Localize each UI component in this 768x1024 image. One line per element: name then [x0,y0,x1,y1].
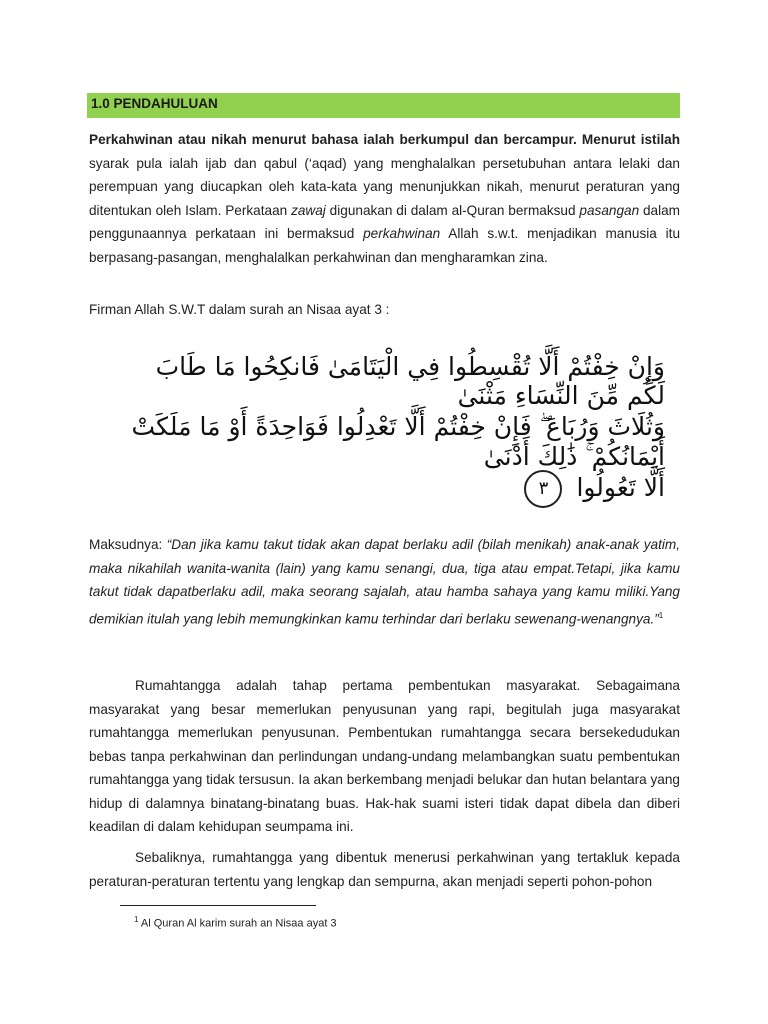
rumahtangga-paragraph: Rumahtangga adalah tahap pertama pembentukan masyarakat. Sebagaimana masyarakat yang besar memerlukan penyusunan yang rapi, begitulah juga masyarakat rumahtangga memerlukan penyusunan. Pembentukan rumahtangga secara bersekedudukan bebas tanpa perkahwinan dan perlindungan undang-undang melambangkan suatu pembentukan rumahtangga yang tidak tersusun. Ia akan berkembang menjadi belukar dan hutan belantara yang hidup di dalamnya binatang-binatang buas. Hak-hak suami isteri tidak dapat dibela dan diberi keadilan di dalam kehidupan seumpama ini. [89,678,680,834]
footnote-number: 1 [134,915,139,924]
arabic-verse-line-2: وَثُلَاثَ وَرُبَاعَ ۖ فَإِنْ خِفْتُمْ أَلَّا تَعْدِلُوا فَوَاحِدَةً أَوْ مَا مَلَكَتْ أَيْمَانُكُمْ ۚ ذَٰلِكَ أَدْنَىٰ [131,412,665,471]
sebaliknya-paragraph: Sebaliknya, rumahtangga yang dibentuk menerusi perkahwinan yang tertakluk kepada peraturan-peraturan tertentu yang lengkap dan sempurna, akan menjadi seperti pohon-pohon [89,850,680,889]
section-heading-bar [87,93,680,118]
term-perkahwinan: perkahwinan [363,226,441,241]
ayah-number-icon: ٣ [524,470,562,508]
term-pasangan: pasangan [579,202,640,218]
firman-line: Firman Allah S.W.T dalam surah an Nisaa ayat 3 : [89,302,390,317]
translation-text: “Dan jika kamu takut tidak akan dapat berlaku adil (bilah menikah) anak-anak yatim, maka nikahilah wanita-wanita (lain) yang kamu senangi, dua, tiga atau empat.Tetapi, jika kamu takut tidak dapatberlaku adil, maka seorang sajalah, atau hamba sahaya yang kamu miliki.Yang demikian itulah yang lebih memungkinkan kamu terhindar dari berlaku sewenang-wenangnya.” [89,537,680,627]
term-zawaj: zawaj [291,202,326,218]
arabic-verse-line-1: وَإِنْ خِفْتُمْ أَلَّا تُقْسِطُوا فِي الْيَتَامَىٰ فَانكِحُوا مَا طَابَ لَكُم مِّنَ النِّسَاءِ مَثْنَىٰ [155,352,665,410]
definition-text: syarak pula ialah ijab dan qabul (‘aqad) yang menghalalkan persetubuhan antara lelaki dan perempuan yang diucapkan oleh kata-kata yang menunjukkan nikah, menurut peraturan yang ditentukan oleh Islam. Perkataan [89,155,680,218]
arabic-verse-end: أَلَّا تَعُولُوا [576,473,665,502]
definition-text-2: digunakan di dalam al-Quran bermaksud [325,202,580,218]
footnote-divider [120,905,316,906]
arabic-verse-line-3 [130,470,665,508]
definition-text-3: dalam penggunaannya perkataan ini bermaksud [89,202,680,241]
definition-text-4: Allah s.w.t. menjadikan manusia itu berpasang-pasangan, menghalalkan perkahwinan dan mengharamkan zina. [89,226,681,265]
intro-paragraph [89,128,680,269]
footnote-reference: 1 [658,610,664,620]
translation-label: Maksudnya: [89,537,167,552]
section-heading: 1.0 PENDAHULUAN [91,96,218,111]
translation-paragraph [89,533,680,631]
definition-bold-text: Perkahwinan atau nikah menurut bahasa ialah berkumpul dan bercampur. Menurut istilah [89,132,680,147]
footnote [134,915,337,930]
footnote-text: Al Quran Al karim surah an Nisaa ayat 3 [138,917,337,930]
